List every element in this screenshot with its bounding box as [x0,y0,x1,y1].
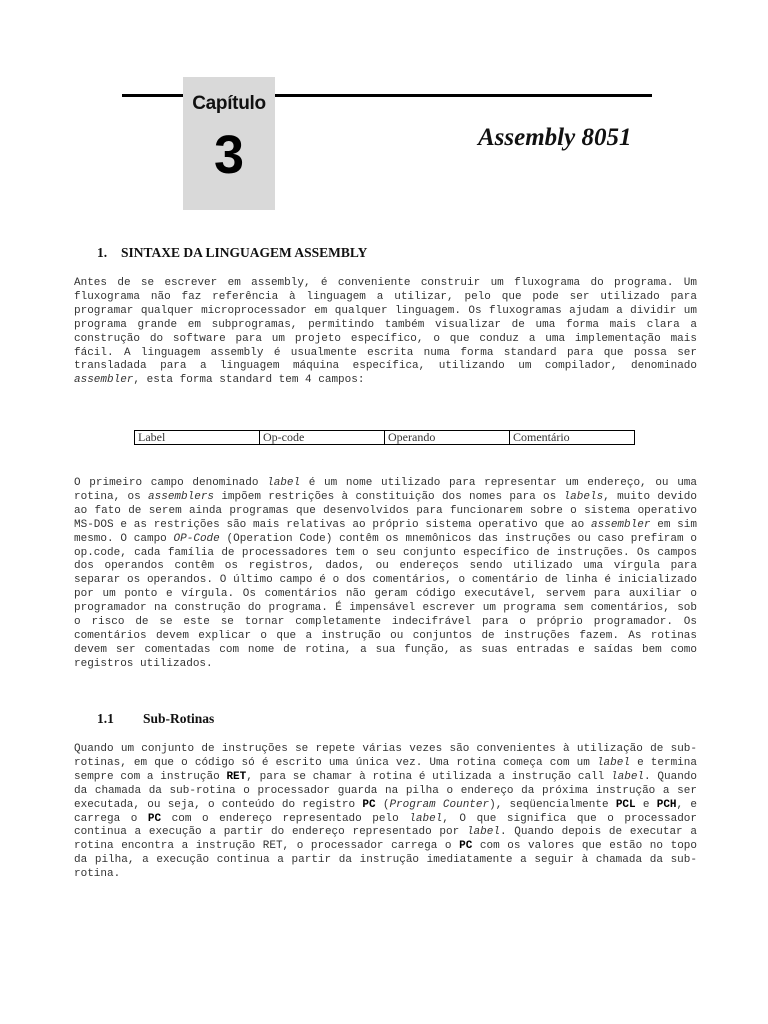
chapter-title: Assembly 8051 [478,124,632,151]
intro-paragraph: Antes de se escrever em assembly, é conveniente construir um fluxograma do programa. Um fluxograma não faz referência à linguagem a utilizar, pelo que pode ser utilizado para programar qualquer microprocessador em qualquer linguagem. Os fluxogramas ajudam a dividir um programa grande em subprogramas, permitindo também visualizar de uma forma mais clara a construção do software para um projeto específico, o que conduz a uma implementação mais fácil. A linguagem assembly é usualmente escrita numa forma standard para que possa ser transladada para a linguagem máquina específica, utilizando um compilador, denominado assembler, esta forma standard tem 4 campos: [74,277,697,387]
chapter-number: 3 [213,125,245,185]
field-operand: Operando [384,431,509,444]
chapter-header [0,0,768,230]
field-opcode: Op-code [259,431,384,444]
subroutines-paragraph: Quando um conjunto de instruções se repete várias vezes são convenientes à utilização de sub-rotinas, em que o código só é escrito uma única vez. Uma rotina começa com um label e termina sempre com a instrução RET, para se chamar à rotina é utilizada a instrução call label. Quando da chamada da sub-rotina o processador guarda na pilha o endereço da próxima instrução a ser executada, ou seja, o conteúdo do registro PC (Program Counter), seqüencialmente PCL e PCH, e carrega o PC com o endereço representado pelo label, O que significa que o processador continua a execução a partir do endereço representado por label. Quando depois de executar a rotina encontra a instrução RET, o processador carrega o PC com os valores que estão no topo da pilha, a execução continua a partir da instrução imediatamente a seguir à chamada da sub-rotina. [74,743,698,881]
section-heading [97,245,367,261]
chapter-box [183,77,275,210]
chapter-label: Capítulo [192,93,266,114]
field-label: Label [138,431,166,444]
section-number: 1. [97,245,108,260]
subsection-heading [97,711,214,727]
subsection-number: 1.1 [97,711,114,726]
subsection-title: Sub-Rotinas [143,711,215,726]
fields-paragraph: O primeiro campo denominado label é um nome utilizado para representar um endereço, ou uma rotina, os assemblers impõem restrições à constituição dos nomes para os labels, muito devido ao fato de serem ainda programas que desenvolvidos para funcionarem sobre o sistema operativo MS-DOS e as restrições são mais relativas ao próprio sistema operativo que ao assembler em sim mesmo. O campo OP-Code (Operation Code) contêm os mnemônicos das instruções ou caso prefiram o op.code, cada família de processadores tem o seu conjunto específico de instruções. Os campos dos operandos contêm os registros, dados, ou endereços sendo utilizado uma vírgula para separar os operandos. O último campo é o dos comentários, o comentário de linha é inicializado por um ponto e vírgula. Os comentários não geram código executável, servem para auxiliar o programador na construção do programa. É impensável escrever um programa sem comentários, sob o risco de se este se tornar completamente indecifrável para o próprio programador. Os comentários devem explicar o que a instrução ou conjuntos de instruções fazem. As rotinas devem ser comentadas com nome de rotina, a sua função, as suas entradas e saídas bem como registros utilizados. [74,477,697,670]
section-title: SINTAXE DA LINGUAGEM ASSEMBLY [121,245,368,260]
field-comment: Comentário [509,431,634,444]
assembly-fields-table [134,430,635,445]
